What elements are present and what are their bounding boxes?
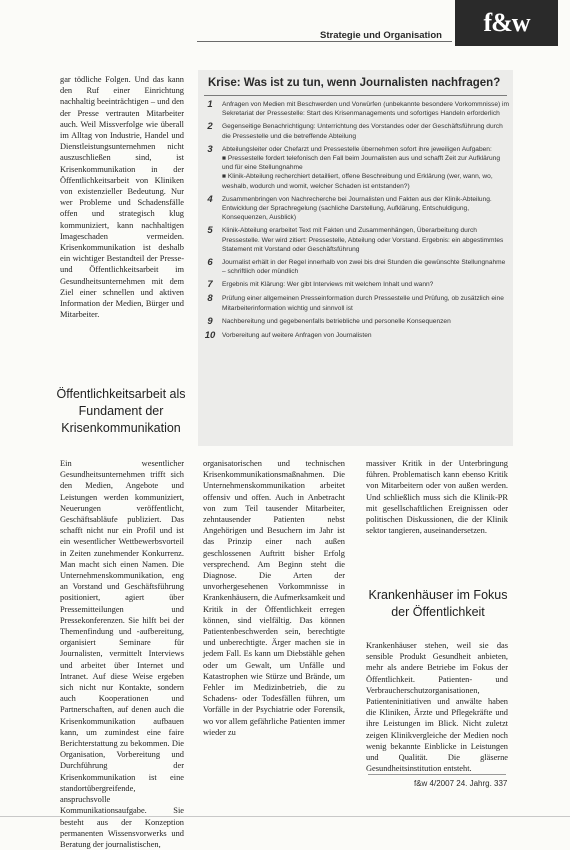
step-number: 3	[207, 143, 213, 155]
page-edge	[0, 816, 570, 817]
checklist-item	[202, 258, 510, 276]
checklist-item	[202, 331, 510, 341]
step-text	[218, 317, 510, 326]
issue-info: f&w 4/2007 24. Jahrg.	[414, 779, 492, 788]
step-line: Zusammenbringen von Nachrecherche bei Journalisten und Fakten aus der Klinik-Abteilung. Entwicklung der Sprachregelung (sachliche Darstellung, Aufklärung, Entschuldigung, Konsequenzen, Ausblick)	[222, 195, 492, 222]
checklist-item	[202, 122, 510, 140]
step-number: 6	[207, 257, 213, 269]
checklist-item	[202, 226, 510, 254]
paragraph: Krankenhäuser stehen, weil sie das sensible Produkt Gesundheit anbieten, mehr als andere Betriebe im Fokus der Öffentlichkeit. Patienten- und Verbraucherschutzorganisationen, Patienteninitiativen und anwälte haben die Kliniken, Ärzte und Pflegekräfte und ihre Leistungen im Blick. Nicht zuletzt zeigen Klinikvergleiche der Medien noch wenig bekannte Einblicke in Leistungen und Qualität. Die gläserne Gesundheitsinstitution entsteht.	[366, 641, 508, 774]
header-rule	[197, 41, 452, 42]
page-number: 337	[494, 779, 508, 788]
column1-bottom-text	[60, 458, 184, 850]
checklist-item	[202, 100, 510, 118]
step-number: 9	[207, 315, 213, 327]
column3-top-text	[366, 458, 508, 536]
step-text	[218, 195, 510, 223]
step-line: ■ Klinik-Abteilung recherchiert detailliert, offene Beschreibung und Erklärung (wer, wann, wo, weshalb, wodurch und womit, welcher Schaden ist entstanden?)	[222, 173, 493, 190]
checklist-item	[202, 317, 510, 327]
step-line: Prüfung einer allgemeinen Presseinformation durch Pressestelle und Prüfung, ob zusätzlich eine Mitarbeiterinformation wichtig und sinnvoll ist	[222, 295, 504, 312]
crisis-checklist-box	[198, 70, 513, 446]
step-number: 8	[207, 293, 213, 305]
step-text	[218, 100, 510, 118]
column1-top-text	[60, 74, 184, 320]
checklist-item	[202, 294, 510, 312]
magazine-logo: f&w	[455, 0, 558, 46]
box-title: Krise: Was ist zu tun, wenn Journalisten nachfragen?	[208, 77, 501, 89]
step-line: Abteilungsleiter oder Chefarzt und Pressestelle übernehmen sofort ihre jeweiligen Aufgaben:	[222, 145, 492, 153]
subheading-oeffentlichkeitsarbeit: Öffentlichkeitsarbeit als Fundament der Krisenkommunikation	[56, 387, 186, 435]
step-text	[218, 122, 510, 140]
step-line: Nachbereitung und gegebenenfalls betriebliche und personelle Konsequenzen	[222, 317, 451, 325]
paragraph: gar tödliche Folgen. Und das kann den Ruf einer Einrichtung nachhaltig beeinträchtigen – und den der Presse vertrauten Mitarbeiter auch. Weil Missverfolge wie überall im Alltag von Industrie, Handel und Dienstleistungsunternehmen nicht auszuschließen sind, ist Krisenkommunikation in der Öffentlichkeitsarbeit von Kliniken von existenzieller Bedeutung. Nur wer Probleme und Schadensfälle offen und strategisch klug kommuniziert, kann nachhaltigen Imageschaden vermeiden. Krisenkommunikation ist deshalb ein wichtiger Bestandteil der Presse- und Öffentlichkeitsarbeit im Gesundheitsunternehmen mit dem Ziel einer schnellen und aktiven Information der Medien, Bürger und Mitarbeiter.	[60, 75, 184, 320]
checklist-item	[202, 195, 510, 223]
step-text	[218, 145, 510, 191]
page-header	[0, 0, 570, 46]
step-line: Journalist erhält in der Regel innerhalb von zwei bis drei Stunden die gewünschte Stellungnahme – schriftlich oder mündlich	[222, 259, 506, 276]
step-number: 4	[207, 193, 213, 205]
step-text	[218, 226, 510, 254]
footer-rule	[368, 774, 506, 775]
checklist-item	[202, 145, 510, 191]
step-line: Anfragen von Medien mit Beschwerden und Vorwürfen (unbekannte besondere Vorkommnisse) im Sekretariat der Pressestelle: Start des Krisenmanagements und sofortiges Handeln erforderlich	[222, 101, 509, 118]
step-line: ■ Pressestelle fordert telefonisch den Fall beim Journalisten aus und schafft Zeit zur Aufklärung und für eine Stellungnahme	[222, 155, 501, 172]
step-line: Ergebnis mit Klärung: Wer gibt Interviews mit welchem Inhalt und wann?	[222, 281, 434, 289]
step-number: 1	[207, 99, 213, 110]
step-line: Gegenseitige Benachrichtigung: Unterrichtung des Vorstandes oder der Geschäftsführung durch die Pressestelle und die betreffende Abteilung	[222, 123, 503, 140]
step-text	[218, 331, 510, 340]
step-text	[218, 294, 510, 312]
paragraph: Ein wesentlicher Gesundheitsunternehmen trifft sich den Medien, Angebote und Leistungen werden kommuniziert, Neuerungen veröffentlicht, Geschäftsabläufe publiziert. Das schafft nicht nur ein Profil und ist ein wesentlicher Wettbewerbsvorteil in Zeiten zunehmender Konkurrenz. Man macht sich einen Namen. Die Unternehmenskommunikation, eng an Vorstand und Geschäftsführung positioniert, agiert über Pressemitteilungen und Pressekonferenzen. Sie hilft bei der Themenfindung und -aufbereitung, organisiert Seminare für Journalisten, vermittelt Interviews und arbeitet über Internet und Intranet. Auf diese Weise ergeben sich nicht nur Kontakte, sondern auch Kooperationen und Partnerschaften, auf denen auch die Krisenkommunikation aufbauen kann, um zumindest eine faire Berichterstattung zu bekommen. Die Organisation, Vorbereitung und Durchführung der Krisenkommunikation ist eine standortübergreifende, anspruchsvolle Kommunikationsaufgabe. Sie besteht aus der Konzeption permanenten Wissensvorwerks und Beratung der journalistischen,	[60, 459, 184, 849]
paragraph: organisatorischen und technischen Krisenkommunikationsmaßnahmen. Die Unternehmenskommunikation arbeitet offensiv und offen. Auch in Anbetracht von zum Teil tausender Mitarbeiter, zehntausender Patienten nebst Angehörigen und Besuchern im Jahr ist das Prinzip einer nach außen geschlossenen Auftritt bisher Erfolg versprechend. Am Beginn steht die Diagnose. Die Arten der unvorhergesehenen Vorkommnisse in Krankenhäusern, die Aufmerksamkeit und Kritik in der Öffentlichkeit erregen können, sind vielfältig. Das können Patientenbeschwerden sein, berechtigte und unberechtigte. Ärger machen sie in jedem Fall. Es kann um Diebstähle gehen oder um Gewalt, um Unfälle und Katastrophen wie Stürze und Brände, um Fehler im Medizinbetrieb, die zu Schadens- oder Todesfällen führen, um Vorfälle in der Psychiatrie oder Forensik, wo vor allem gefährliche Patienten immer wieder zu	[203, 459, 345, 737]
subheading-krankenhaeuser: Krankenhäuser im Fokus der Öffentlichkeit	[368, 588, 508, 619]
step-text	[218, 280, 510, 289]
checklist	[202, 100, 510, 341]
column3-bottom-text	[366, 640, 508, 774]
step-text	[218, 258, 510, 276]
section-title: Strategie und Organisation	[320, 30, 442, 41]
step-line: Vorbereitung auf weitere Anfragen von Journalisten	[222, 331, 372, 339]
step-number: 5	[207, 225, 213, 237]
paragraph: massiver Kritik in der Unterbringung führen. Problematisch kann ebenso Kritik von Mitarbeitern oder von außen werden. Und schließlich muss sich die Klinik-PR mit gesellschaftlichen Ereignissen oder politischen Diskussionen, die der Klinik sektor tangieren, auseinandersetzen.	[366, 459, 508, 536]
column2-text	[203, 458, 345, 738]
checklist-item	[202, 280, 510, 290]
step-number: 10	[204, 329, 216, 341]
step-line: Klinik-Abteilung erarbeitet Text mit Fakten und Zusammenhängen, Überarbeitung durch Pressestelle. Wer wird zitiert: Pressestelle, Abteilung oder Vorstand. Ergebnis: ein abgestimmtes Statement mit Vorstand oder Geschäftsführung	[222, 227, 504, 253]
box-divider	[204, 95, 507, 96]
step-number: 7	[207, 279, 213, 291]
step-number: 2	[207, 121, 213, 133]
